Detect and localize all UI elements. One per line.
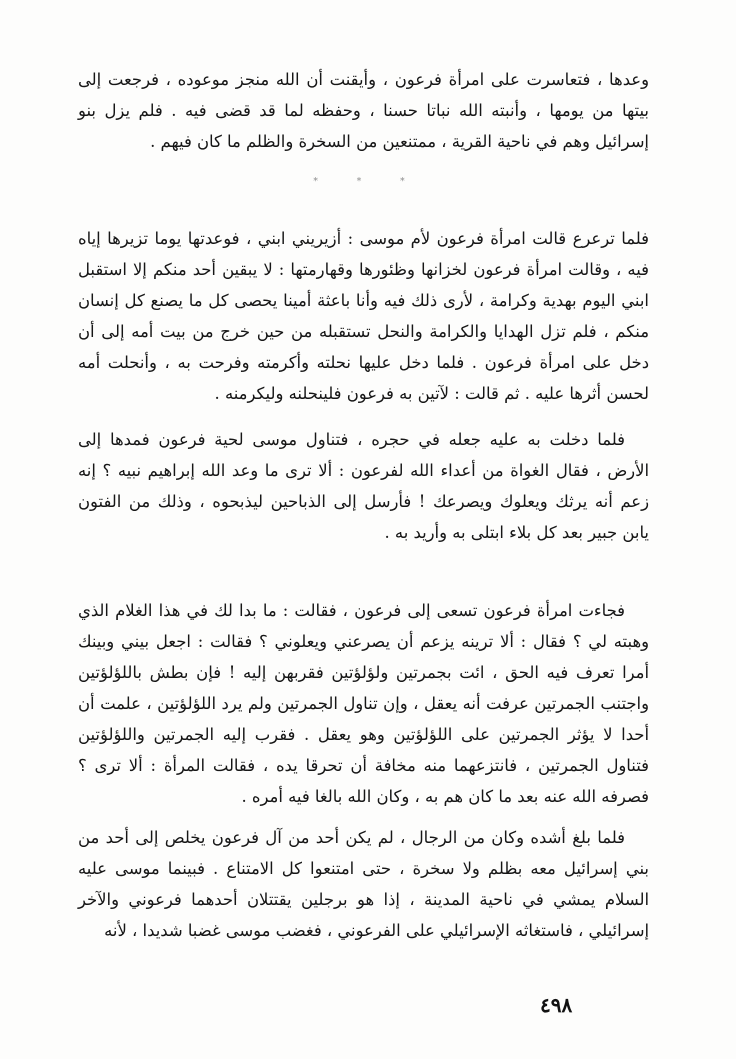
paragraph-block-3 [78,424,649,548]
paragraph-block-1 [78,64,649,157]
paragraph: فلما بلغ أشده وكان من الرجال ، لم يكن أحد من آل فرعون يخلص إلى أحد من بني إسرائيل معه بظلم ولا سخرة ، حتى امتنعوا كل الامتناع . فبينما موسى عليه السلام يمشي في ناحية المدينة ، إذا هو برجلين يقتتلان أحدهما فرعوني والآخر إسرائيلي ، فاستغاثه الإسرائيلي على الفرعوني ، فغضب موسى غضبا شديدا ، لأنه [78,828,649,940]
section-divider-ornament: * * * [313,177,423,187]
page-number: ٤٩٨ [540,993,573,1017]
paragraph-block-2 [78,223,649,409]
paragraph: وعدها ، فتعاسرت على امرأة فرعون ، وأيقنت أن الله منجز موعوده ، فرجعت إلى بيتها من يومها ، وأنبته الله نباتا حسنا ، وحفظه لما قد قضى فيه . فلم يزل بنو إسرائيل وهم في ناحية القرية ، ممتنعين من السخرة والظلم ما كان فيهم . [78,70,649,151]
paragraph: فلما ترعرع قالت امرأة فرعون لأم موسى : أزيريني ابني ، فوعدتها يوما تزيرها إياه فيه ، وقالت امرأة فرعون لخزانها وظئورها وقهارمتها : لا يبقين أحد منكم إلا استقبل ابني اليوم بهدية وكرامة ، لأرى ذلك فيه وأنا باعثة أمينا يحصى كل ما يصنع كل إنسان منكم ، فلم تزل الهدايا والكرامة والنحل تستقبله من حين خرج من بيت أمه إلى أن دخل على امرأة فرعون . فلما دخل عليها نحلته وأكرمته وفرحت به ، وأنحلت أمه لحسن أثرها عليه . ثم قالت : لآتين به فرعون فلينحلنه وليكرمنه . [78,229,649,403]
paragraph: فلما دخلت به عليه جعله في حجره ، فتناول موسى لحية فرعون فمدها إلى الأرض ، فقال الغواة من أعداء الله لفرعون : ألا ترى ما وعد الله إبراهيم نبيه ؟ إنه زعم أنه يرثك ويعلوك ويصرعك ! فأرسل إلى الذباحين ليذبحوه ، وذلك من الفتون يابن جبير بعد كل بلاء ابتلى به وأريد به . [78,430,649,542]
paragraph-block-5 [78,822,649,946]
paragraph: فجاءت امرأة فرعون تسعى إلى فرعون ، فقالت : ما بدا لك في هذا الغلام الذي وهبته لي ؟ فقال : ألا ترينه يزعم أن يصرعني ويعلوني ؟ فقالت : اجعل بيني وبينك أمرا تعرف فيه الحق ، ائت بجمرتين ولؤلؤتين فقربهن إليه ! فإن بطش باللؤلؤتين واجتنب الجمرتين عرفت أنه يعقل ، وإن تناول الجمرتين ولم يرد اللؤلؤتين ، علمت أن أحدا لا يؤثر الجمرتين على اللؤلؤتين وهو يعقل . فقرب إليه الجمرتين واللؤلؤتين فتناول الجمرتين ، فانتزعهما منه مخافة أن تحرقا يده ، فقالت المرأة : ألا ترى ؟ فصرفه الله عنه بعد ما كان هم به ، وكان الله بالغا فيه أمره . [78,601,649,806]
paragraph-block-4 [78,595,649,812]
